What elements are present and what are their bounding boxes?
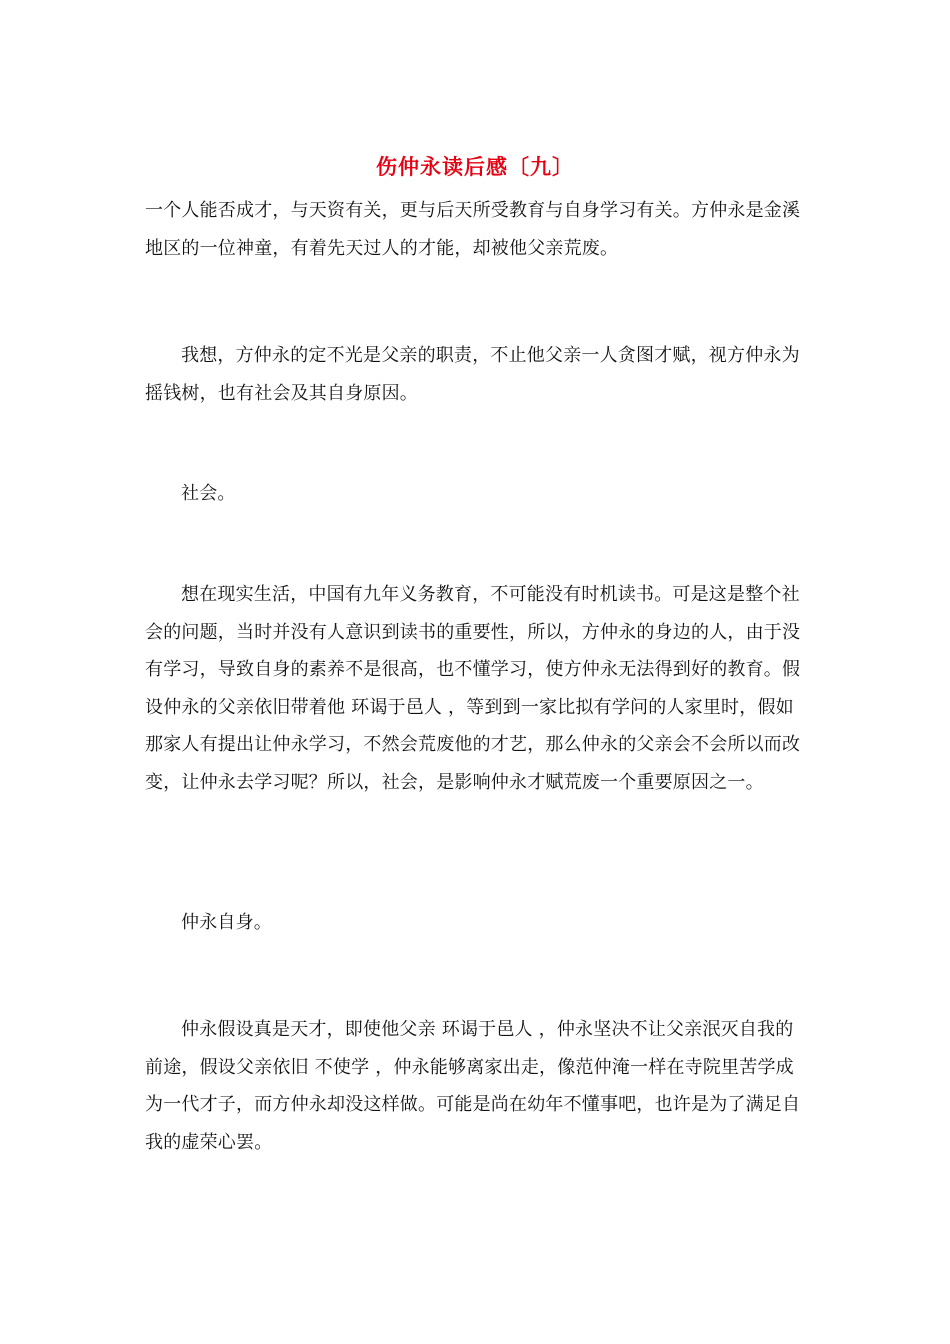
paragraph-intro: 一个人能否成才，与天资有关，更与后天所受教育与自身学习有关。方仲永是金溪地区的一位神童，有着先天过人的才能，却被他父亲荒废。 xyxy=(145,200,801,259)
paragraph-heading-society: 社会。 xyxy=(181,483,236,504)
paragraph-self: 仲永假设真是天才，即使他父亲 环谒于邑人 ，仲永坚决不让父亲泯灭自我的前途，假设父亲依旧 不使学 ，仲永能够离家出走，像范仲淹一样在寺院里苦学成为一代才子，而方仲永却没这样做。可能是尚在幼年不懂事吧，也许是为了满足自我的虚荣心罢。 xyxy=(145,1019,801,1153)
document-title: 伤仲永读后感〔九〕 xyxy=(376,154,574,179)
paragraph-heading-self: 仲永自身。 xyxy=(181,912,272,933)
paragraph-society: 想在现实生活，中国有九年义务教育，不可能没有时机读书。可是这是整个社会的问题，当时并没有人意识到读书的重要性，所以，方仲永的身边的人，由于没有学习，导致自身的素养不是很高，也不懂学习，使方仲永无法得到好的教育。假设仲永的父亲依旧带着他 环谒于邑人 ，等到到一家比拟有学问的人家里时，假如那家人有提出让仲永学习，不然会荒废他的才艺，那么仲永的父亲会不会所以而改变，让仲永去学习呢？所以，社会，是影响仲永才赋荒废一个重要原因之一。 xyxy=(145,584,801,793)
paragraph-reasons: 我想，方仲永的定不光是父亲的职责，不止他父亲一人贪图才赋，视方仲永为摇钱树，也有社会及其自身原因。 xyxy=(145,345,800,404)
